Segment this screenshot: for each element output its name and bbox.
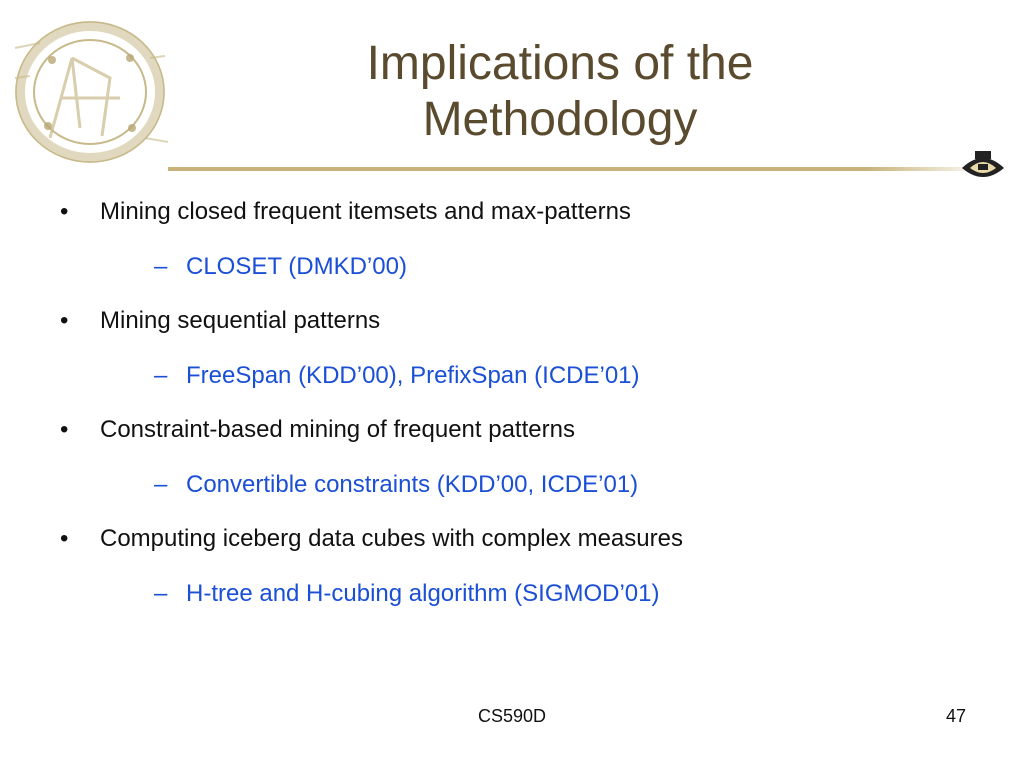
slide-title-line-1: Implications of the — [366, 37, 754, 90]
bullet-text: Computing iceberg data cubes with complex measures — [100, 525, 683, 552]
slide-title-line-2: Methodology — [422, 93, 698, 146]
bullet-text: Mining sequential patterns — [100, 307, 381, 334]
bullet-list — [60, 195, 990, 631]
bullet-item — [60, 304, 990, 393]
sub-bullet-list — [100, 577, 990, 611]
page-number: 47 — [945, 706, 966, 726]
bullet-text: Constraint-based mining of frequent patterns — [100, 416, 575, 443]
sub-bullet-list — [100, 468, 990, 502]
sub-bullet-item: – Convertible constraints (KDD’00, ICDE’01) — [154, 468, 990, 502]
university-seal-icon — [10, 18, 168, 166]
bullet-text: Mining closed frequent itemsets and max-patterns — [100, 198, 631, 225]
sub-bullet-item: – FreeSpan (KDD’00), PrefixSpan (ICDE’01) — [154, 359, 990, 393]
slide-title — [230, 36, 890, 148]
purdue-pete-badge-icon — [958, 146, 1008, 188]
title-divider — [168, 165, 990, 173]
sub-bullet-list — [100, 250, 990, 284]
footer-course: CS590D — [477, 706, 547, 726]
sub-bullet-item: – CLOSET (DMKD’00) — [154, 250, 990, 284]
bullet-item — [60, 195, 990, 284]
sub-bullet-item: – H-tree and H-cubing algorithm (SIGMOD’01) — [154, 577, 990, 611]
bullet-item — [60, 413, 990, 502]
bullet-item — [60, 522, 990, 611]
sub-bullet-list — [100, 359, 990, 393]
